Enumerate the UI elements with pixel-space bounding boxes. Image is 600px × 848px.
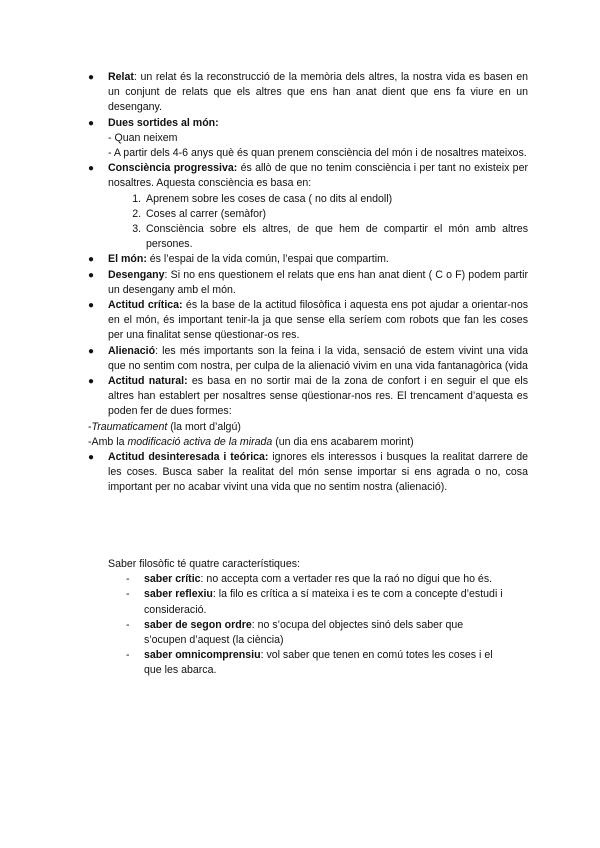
term: Relat [108, 71, 134, 83]
list-item-alienacio [88, 344, 528, 374]
numbered-item: 1. Aprenem sobre les coses de casa ( no dits al endoll) [144, 192, 528, 207]
form-line: -Traumaticament (la mort d’algú) [88, 420, 241, 433]
bullet-icon: ● [88, 300, 95, 312]
term: Actitud natural: [108, 375, 188, 388]
term: Desengany [108, 268, 165, 281]
saber-intro: Saber filosòfic té quatre característiques: [108, 558, 300, 570]
list-item-mon [88, 252, 528, 267]
term: Actitud desinteresada i teórica: [108, 451, 269, 464]
list-item-dues-sortides [88, 116, 528, 131]
list-item-actitud-natural [88, 374, 528, 420]
list-item-consciencia [88, 161, 528, 191]
list-item-actitud-desinteresada [88, 450, 528, 496]
definition: : un relat és la reconstrucció de la memòria dels altres, la nostra vida es basen en un conjunt de relats que els altres que ens han anat dient que ens fa viure en un desengany. [108, 71, 528, 114]
bullet-icon: ● [88, 269, 95, 281]
definition: és l’espai de la vida común, l’espai que compartim. [146, 253, 389, 266]
term: Dues sortides al món: [108, 116, 219, 129]
saber-list [108, 572, 508, 678]
notes-list [88, 70, 528, 496]
list-item-actitud-critica [88, 298, 528, 344]
sub-line: - Quan neixem [108, 131, 178, 144]
definition: es basa en no sortir mai de la zona de confort i en seguir el que els altres han establert per nosaltres sense qüestionar-nos res. El trencament d’aquesta es poden fer de dues formes: [108, 375, 528, 418]
term: Alienació [108, 344, 156, 357]
dash-icon: - [126, 573, 130, 586]
sub-line: - A partir dels 4-6 anys què és quan prenem consciència del món i de nosaltres mateixos. [108, 147, 527, 160]
definition: és la base de la actitud filosòfica i aquesta ens pot ajudar a orientar-nos en el món, és important tenir-la ja que sense ella seríem com robots que fan les coses per una finalitat sense qüestionar-os res. [108, 299, 529, 342]
dash-icon: - [126, 588, 130, 601]
numbered-item: 3. Consciència sobre els altres, de que hem de compartir el món amb altres persones. [144, 222, 528, 252]
saber-item: - saber de segon ordre: no s’ocupa del objectes sinó dels saber que s’ocupen d’aquest (la ciència) [126, 618, 464, 647]
list-item-desengany [88, 268, 528, 298]
bullet-icon: ● [88, 254, 95, 266]
saber-item: - saber omnicomprensiu: vol saber que tenen en comú totes les coses i el que les abarca. [126, 649, 493, 677]
bullet-icon: ● [88, 452, 95, 464]
numbered-list [88, 192, 528, 253]
term: Consciència progressiva: [108, 162, 238, 175]
saber-item: - saber reflexiu: la filo es crítica a sí mateixa i es te com a concepte d’estudi i consideració. [126, 588, 503, 616]
definition: ignores els interessos i busques la realitat darrere de les coses. Busca saber la realitat del món sense importar si ens agrada o no, cosa important per no acabar vivint una vida que no sentim nostra (alienació). [108, 451, 528, 494]
saber-item: - saber crític: no accepta com a vertader res que la raó no digui que ho és. [108, 572, 508, 587]
bullet-icon: ● [88, 376, 95, 388]
bullet-icon: ● [88, 163, 95, 175]
term: Actitud crítica: [108, 299, 183, 312]
form-line: -Amb la modificació activa de la mirada (un dia ens acabarem morint) [88, 435, 414, 448]
list-item-relat [88, 70, 528, 116]
term: El món: [108, 253, 147, 266]
dash-icon: - [126, 649, 130, 662]
bullet-icon: ● [88, 117, 95, 129]
saber-section [108, 557, 508, 679]
dash-icon: - [126, 618, 130, 631]
numbered-item: 2. Coses al carrer (semàfor) [144, 207, 528, 222]
bullet-icon: ● [88, 345, 95, 357]
definition: és allò de que no tenim consciència i per tant no existeix per nosaltres. Aquesta consciència es basa en: [108, 162, 528, 190]
definition: : Si no ens questionem el relats que ens han anat dient ( C o F) podem partir un desengany amb el món. [108, 268, 528, 296]
bullet-icon: ● [88, 72, 95, 83]
definition: : les més importants son la feina i la vida, sensació de estem vivint una vida que no sentim com nostra, per culpa de la alienació vivim en una vida fantanagòrica (vida [108, 344, 528, 372]
